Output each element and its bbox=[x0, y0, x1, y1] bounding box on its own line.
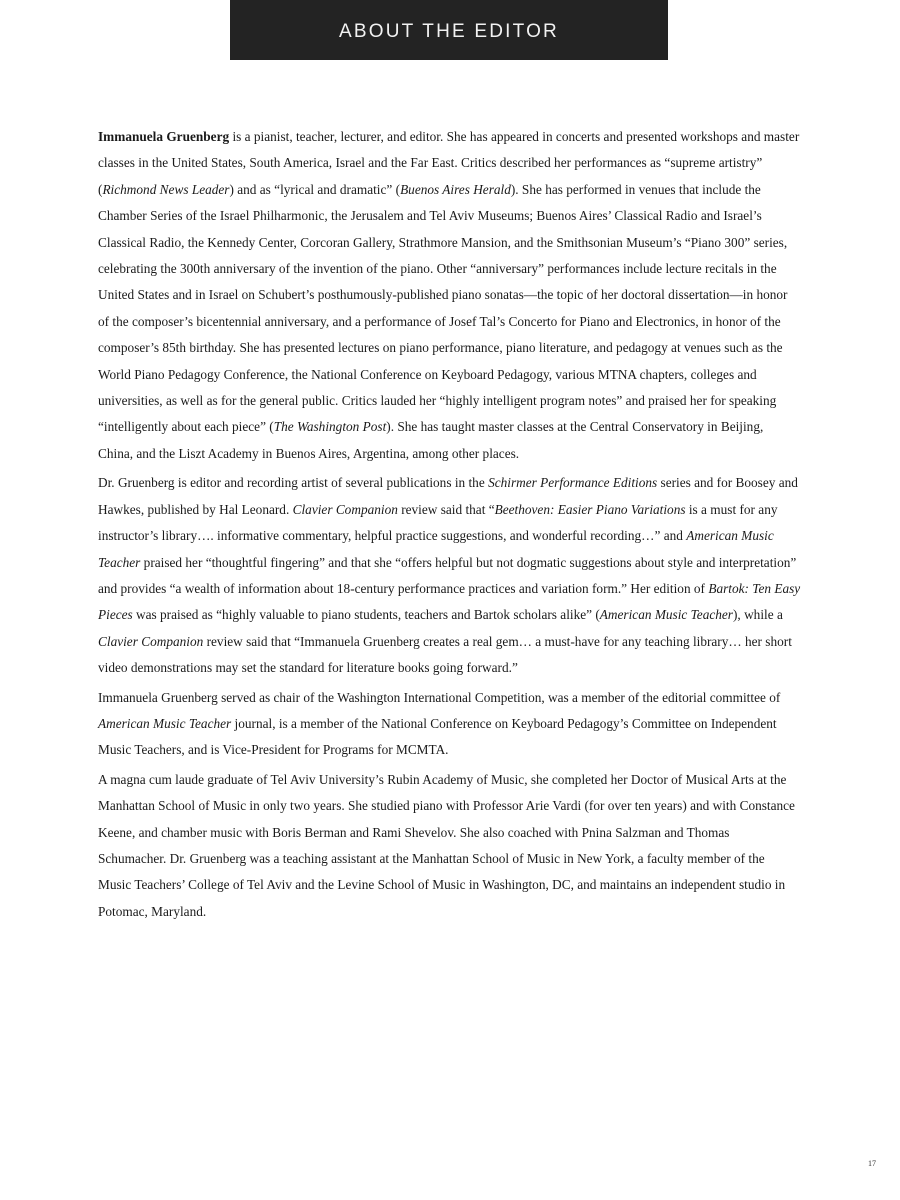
publication-title: Richmond News Leader bbox=[102, 181, 230, 197]
publication-title: American Music Teacher bbox=[98, 715, 232, 731]
publication-title: Schirmer Performance Editions bbox=[488, 475, 658, 491]
text-run: review said that “ bbox=[397, 501, 495, 517]
text-run: review said that “Immanuela Gruenberg creates a real gem… a must-have for any teaching library… her short video demonstrations may set the standard for literature books going forward.” bbox=[98, 633, 792, 676]
text-run: journal, is a member of the National Conference on Keyboard Pedagogy’s Committee on Independent Music Teachers, and is Vice-President for Programs for MCMTA. bbox=[98, 715, 777, 758]
text-run: is a pianist, teacher, lecturer, and editor. She has appeared in concerts and presented workshops and master classes in the United States, South America, Israel and the Far East. Critics described her performances as “supreme artistry” ( bbox=[98, 129, 800, 197]
publication-title: American Music Teacher bbox=[599, 607, 733, 623]
text-run: is a must for any instructor’s library…. informative commentary, helpful practice suggestions, and wonderful recording…” and bbox=[98, 501, 778, 544]
text-run: Dr. Gruenberg is editor and recording artist of several publications in the bbox=[98, 475, 489, 491]
bio-paragraph-intro bbox=[98, 124, 801, 467]
header-banner bbox=[230, 0, 668, 60]
text-run: A magna cum laude graduate of Tel Aviv University’s Rubin Academy of Music, she completed her Doctor of Musical Arts at the Manhattan School of Music in only two years. She studied piano with Professor Arie Vardi (for over ten years) and with Constance Keene, and chamber music with Boris Berman and Rami Shevelov. She also coached with Pnina Salzman and Thomas Schumacher. Dr. Gruenberg was a teaching assistant at the Manhattan School of Music in New York, a faculty member of the Music Teachers’ College of Tel Aviv and the Levine School of Music in Washington, DC, and maintains an independent studio in Potomac, Maryland. bbox=[98, 771, 795, 919]
text-run: ), while a bbox=[733, 607, 783, 623]
text-run: ). She has performed in venues that include the Chamber Series of the Israel Philharmonic, the Jerusalem and Tel Aviv Museums; Buenos Aires’ Classical Radio and Israel’s Classical Radio, the Kennedy Center, Corcoran Gallery, Strathmore Mansion, and the Smithsonian Museum’s “Piano 300” series, celebrating the 300th anniversary of the invention of the piano. Other “anniversary” performances include lecture recitals in the United States and in Israel on Schubert’s posthumously-published piano sonatas—the topic of her doctoral dissertation—in honor of the composer’s bicentennial anniversary, and a performance of Josef Tal’s Concerto for Piano and Electronics, in honor of the composer’s 85th birthday. She has presented lectures on piano performance, piano literature, and pedagogy at venues such as the World Piano Pedagogy Conference, the National Conference on Keyboard Pedagogy, various MTNA chapters, colleges and universities, as well as for the general public. Critics lauded her “highly intelligent program notes” and praised her for speaking “intelligently about each piece” ( bbox=[98, 181, 788, 435]
publication-title: Bartok: Ten Easy Pieces bbox=[98, 580, 801, 623]
bio-paragraph-education bbox=[98, 767, 801, 925]
publication-title: American Music Teacher bbox=[98, 528, 774, 570]
editor-name: Immanuela Gruenberg bbox=[98, 129, 230, 144]
publication-title: Clavier Companion bbox=[292, 501, 398, 517]
bio-paragraph-service bbox=[98, 685, 801, 764]
text-run: was praised as “highly valuable to piano students, teachers and Bartok scholars alike” ( bbox=[132, 607, 600, 623]
text-run: praised her “thoughtful fingering” and that she “offers helpful but not dogmatic suggestions about style and interpretation” and provides “a wealth of information about 18-century performance practices and variation form.” Her edition of bbox=[98, 554, 797, 596]
text-run: ) and as “lyrical and dramatic” ( bbox=[229, 181, 401, 197]
page-number: 17 bbox=[868, 1159, 876, 1168]
publication-title: The Washington Post bbox=[273, 419, 387, 435]
page-title: ABOUT THE EDITOR bbox=[339, 21, 559, 42]
text-run: series and for Boosey and Hawkes, published by Hal Leonard. bbox=[98, 475, 798, 517]
publication-title: Buenos Aires Herald bbox=[400, 181, 511, 197]
text-run: ). She has taught master classes at the Central Conservatory in Beijing, China, and the Liszt Academy in Buenos Aires, Argentina, among other places. bbox=[98, 419, 764, 461]
bio-text bbox=[98, 124, 801, 928]
publication-title: Beethoven: Easier Piano Variations bbox=[494, 501, 686, 517]
text-run: Immanuela Gruenberg served as chair of the Washington International Competition, was a member of the editorial committee of bbox=[98, 689, 781, 705]
publication-title: Clavier Companion bbox=[98, 633, 204, 649]
bio-paragraph-publications bbox=[98, 470, 801, 681]
